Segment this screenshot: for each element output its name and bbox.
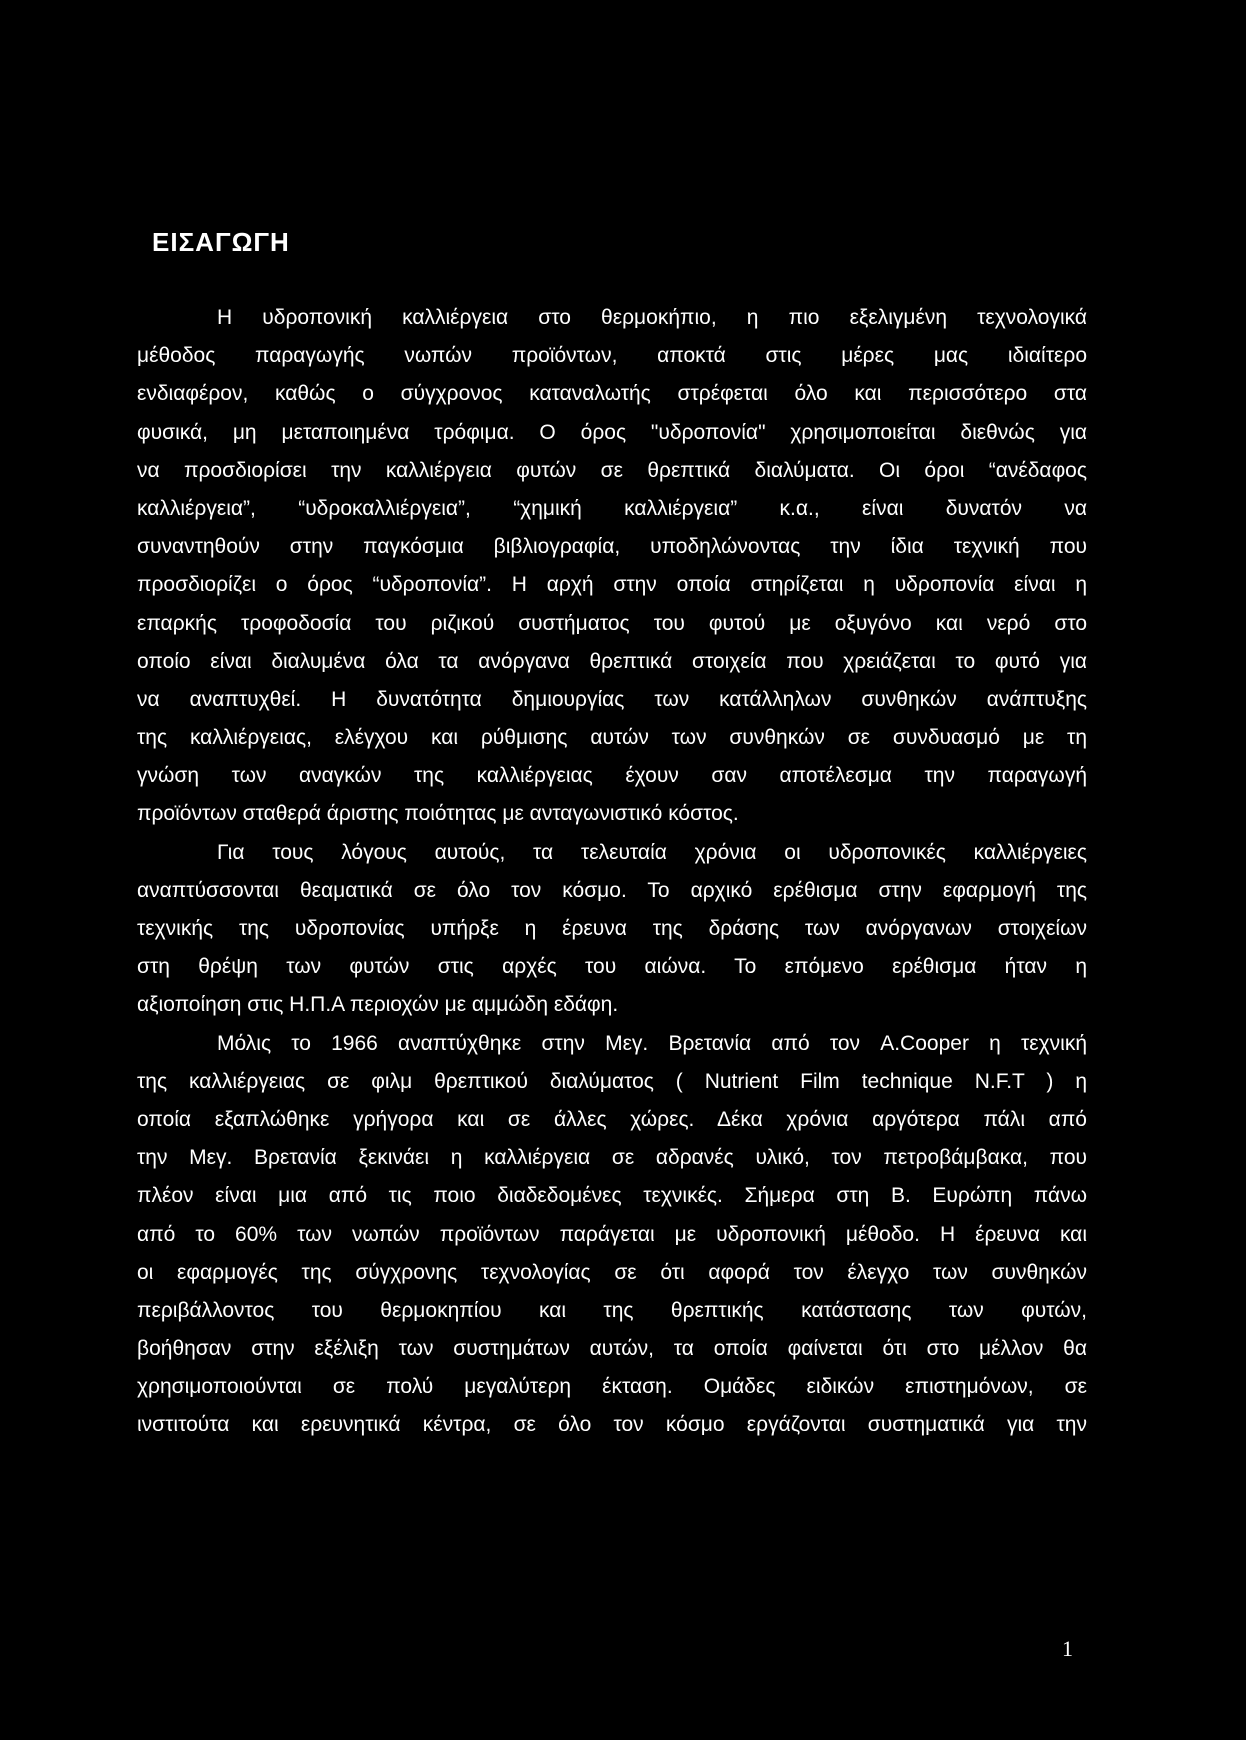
text-line: να αναπτυχθεί. Η δυνατότητα δημιουργίας των κατάλληλων συνθηκών ανάπτυξης [137, 687, 1087, 711]
text-line: την Μεγ. Βρετανία ξεκινάει η καλλιέργεια σε αδρανές υλικό, τον πετροβάμβακα, που [137, 1146, 1087, 1170]
page-heading: ΕΙΣΑΓΩΓΗ [152, 227, 290, 257]
text-line: φυσικά, μη μεταποιημένα τρόφιμα. Ο όρος "υδροπονία" χρησιμοποιείται διεθνώς για [137, 420, 1087, 444]
text-line: ενδιαφέρον, καθώς ο σύγχρονος καταναλωτής στρέφεται όλο και περισσότερο στα [137, 382, 1087, 406]
text-line: βοήθησαν στην εξέλιξη των συστημάτων αυτών, τα οποία φαίνεται ότι στο μέλλον θα [137, 1337, 1087, 1361]
text-line: οποίο είναι διαλυμένα όλα τα ανόργανα θρεπτικά στοιχεία που χρειάζεται το φυτό για [137, 649, 1087, 673]
text-line: Η υδροπονική καλλιέργεια στο θερμοκήπιο, η πιο εξελιγμένη τεχνολογικά [217, 306, 1087, 329]
text-line: οι εφαρμογές της σύγχρονης τεχνολογίας σε ότι αφορά τον έλεγχο των συνθηκών [137, 1260, 1087, 1284]
text-line: προϊόντων σταθερά άριστης ποιότητας με ανταγωνιστικό κόστος. [137, 802, 739, 826]
text-line: από το 60% των νωπών προϊόντων παράγεται με υδροπονική μέθοδο. Η έρευνα και [137, 1222, 1087, 1246]
text-line: αξιοποίηση στις Η.Π.Α περιοχών με αμμώδη εδάφη. [137, 993, 619, 1017]
text-line: περιβάλλοντος του θερμοκηπίου και της θρεπτικής κατάστασης των φυτών, [137, 1298, 1087, 1322]
text-line: προσδιορίζει ο όρος “υδροπονία”. Η αρχή στην οποία στηρίζεται η υδροπονία είναι η [137, 573, 1087, 597]
text-line: χρησιμοποιούνται σε πολύ μεγαλύτερη έκταση. Ομάδες ειδικών επιστημόνων, σε [137, 1375, 1087, 1399]
text-line: της καλλιέργειας σε φιλμ θρεπτικού διαλύματος ( Nutrient Film technique N.F.T ) η [137, 1069, 1087, 1093]
text-line: στη θρέψη των φυτών στις αρχές του αιώνα. Το επόμενο ερέθισμα ήταν η [137, 955, 1087, 979]
text-line: συναντηθούν στην παγκόσμια βιβλιογραφία, υποδηλώνοντας την ίδια τεχνική που [137, 535, 1087, 559]
text-line: οποία εξαπλώθηκε γρήγορα και σε άλλες χώρες. Δέκα χρόνια αργότερα πάλι από [137, 1107, 1087, 1131]
text-line: ινστιτούτα και ερευνητικά κέντρα, σε όλο τον κόσμο εργάζονται συστηματικά για την [137, 1413, 1087, 1437]
text-line: Μόλις το 1966 αναπτύχθηκε στην Μεγ. Βρετανία από τον A.Cooper η τεχνική [217, 1031, 1087, 1055]
text-line: καλλιέργεια”, “υδροκαλλιέργεια”, “χημική καλλιέργεια” κ.α., είναι δυνατόν να [137, 496, 1087, 520]
text-line: επαρκής τροφοδοσία του ριζικού συστήματος του φυτού με οξυγόνο και νερό στο [137, 611, 1087, 635]
body-text [137, 299, 1087, 1445]
text-line: μέθοδος παραγωγής νωπών προϊόντων, αποκτά στις μέρες μας ιδιαίτερο [137, 344, 1087, 368]
text-line: Για τους λόγους αυτούς, τα τελευταία χρόνια οι υδροπονικές καλλιέργειες [217, 840, 1087, 864]
text-line: πλέον είναι μια από τις ποιο διαδεδομένες τεχνικές. Σήμερα στη Β. Ευρώπη πάνω [137, 1184, 1087, 1208]
text-line: της καλλιέργειας, ελέγχου και ρύθμισης αυτών των συνθηκών σε συνδυασμό με τη [137, 726, 1087, 750]
text-line: τεχνικής της υδροπονίας υπήρξε η έρευνα της δράσης των ανόργανων στοιχείων [137, 917, 1087, 940]
text-line: αναπτύσσονται θεαματικά σε όλο τον κόσμο. Το αρχικό ερέθισμα στην εφαρμογή της [137, 878, 1087, 902]
page-number: 1 [1062, 1636, 1073, 1661]
text-line: γνώση των αναγκών της καλλιέργειας έχουν σαν αποτέλεσμα την παραγωγή [137, 764, 1087, 788]
text-line: να προσδιορίσει την καλλιέργεια φυτών σε θρεπτικά διαλύματα. Οι όροι “ανέδαφος [137, 458, 1087, 482]
